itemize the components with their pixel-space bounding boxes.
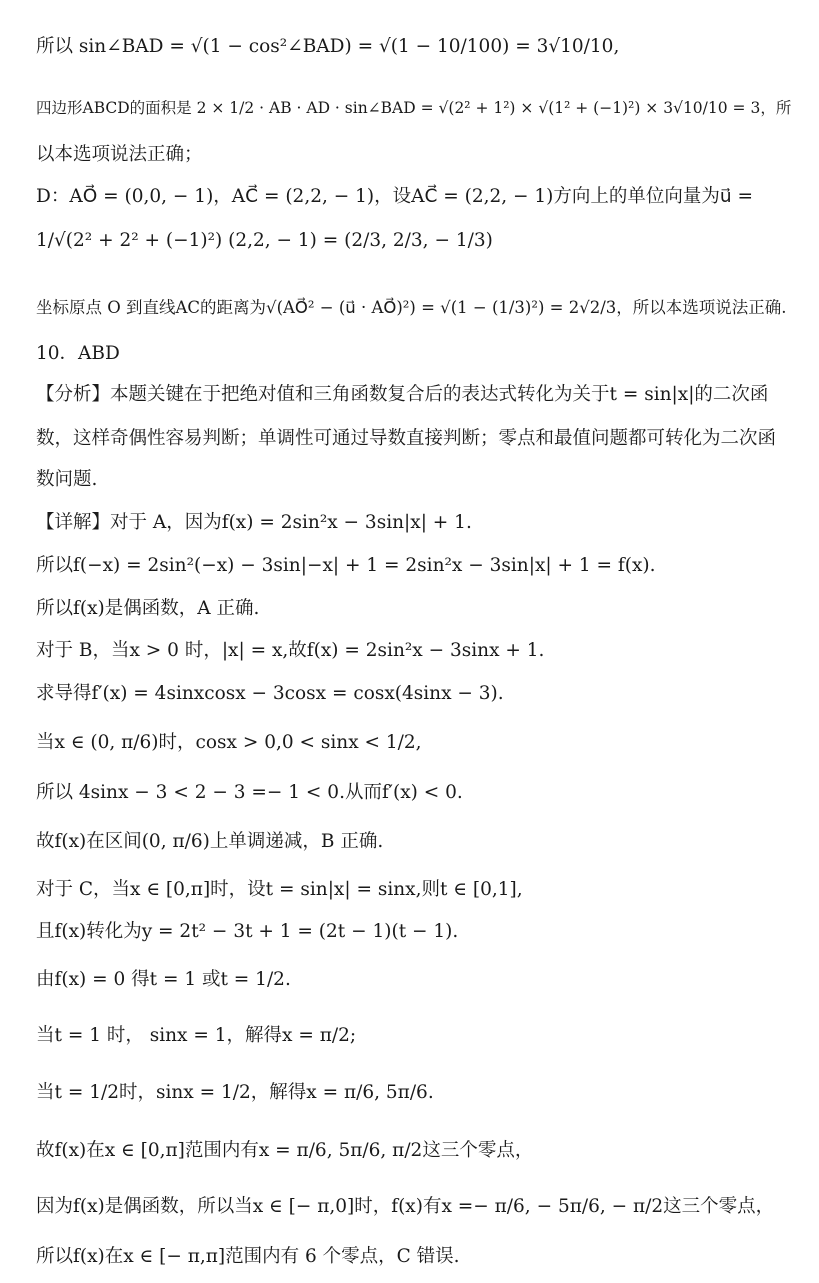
- text-line: 当t = 1/2时，sinx = 1/2，解得x = π/6, 5π/6.: [36, 1082, 434, 1103]
- text-line: 因为f(x)是偶函数，所以当x ∈ [− π,0]时，f(x)有x =− π/6, − 5π/6, − π/2这三个零点，: [36, 1196, 775, 1217]
- text-line: 当t = 1 时， sinx = 1，解得x = π/2;: [36, 1025, 357, 1046]
- text-line: 所以f(x)在x ∈ [− π,π]范围内有 6 个零点，C 错误.: [36, 1246, 460, 1267]
- text-line: 以本选项说法正确；: [36, 144, 203, 165]
- text-line: 当x ∈ (0, π/6)时，cosx > 0,0 < sinx < 1/2,: [36, 732, 422, 753]
- formula-line: 1/√(2² + 2² + (−1)²) (2,2, − 1) = (2/3, 2/3, − 1/3): [36, 230, 493, 251]
- analysis-line: 数问题.: [36, 469, 98, 490]
- text-line: 所以f(x)是偶函数，A 正确.: [36, 598, 260, 619]
- text-line: 对于 C，当x ∈ [0,π]时，设t = sin|x| = sinx,则t ∈ [0,1],: [36, 879, 523, 900]
- text-line: 由f(x) = 0 得t = 1 或t = 1/2.: [36, 969, 291, 990]
- text-line: 且f(x)转化为y = 2t² − 3t + 1 = (2t − 1)(t − 1).: [36, 921, 459, 942]
- analysis-line: 数，这样奇偶性容易判断；单调性可通过导数直接判断；零点和最值问题都可转化为二次函: [36, 428, 777, 449]
- analysis-line: 【分析】本题关键在于把绝对值和三角函数复合后的表达式转化为关于t = sin|x|的二次函: [36, 384, 769, 405]
- answer-heading: 10．ABD: [36, 343, 120, 364]
- text-line: 四边形ABCD的面积是 2 × 1/2 · AB · AD · sin∠BAD = √(2² + 1²) × √(1² + (−1)²) × 3√10/10 = 3，所: [36, 99, 792, 117]
- text-line: 所以f(−x) = 2sin²(−x) − 3sin|−x| + 1 = 2sin²x − 3sin|x| + 1 = f(x).: [36, 555, 656, 576]
- text-line: 求导得f′(x) = 4sinxcosx − 3cosx = cosx(4sinx − 3).: [36, 683, 504, 704]
- text-line: 对于 B，当x > 0 时，|x| = x,故f(x) = 2sin²x − 3sinx + 1.: [36, 640, 545, 661]
- text-line: 故f(x)在区间(0, π/6)上单调递减，B 正确.: [36, 831, 384, 852]
- text-line: 所以 sin∠BAD = √(1 − cos²∠BAD) = √(1 − 10/100) = 3√10/10,: [36, 36, 620, 57]
- text-line: 坐标原点 O 到直线AC的距离为√(AO⃗² − (u⃗ · AO⃗)²) = √(1 − (1/3)²) = 2√2/3，所以本选项说法正确.: [36, 298, 787, 317]
- text-line: 所以 4sinx − 3 < 2 − 3 =− 1 < 0.从而f′(x) < 0.: [36, 782, 463, 803]
- text-line: 故f(x)在x ∈ [0,π]范围内有x = π/6, 5π/6, π/2这三个零点，: [36, 1140, 534, 1161]
- text-line: D：AO⃗ = (0,0, − 1)，AC⃗ = (2,2, − 1)，设AC⃗ = (2,2, − 1)方向上的单位向量为u⃗ =: [36, 186, 754, 207]
- detail-line: 【详解】对于 A，因为f(x) = 2sin²x − 3sin|x| + 1.: [36, 512, 472, 533]
